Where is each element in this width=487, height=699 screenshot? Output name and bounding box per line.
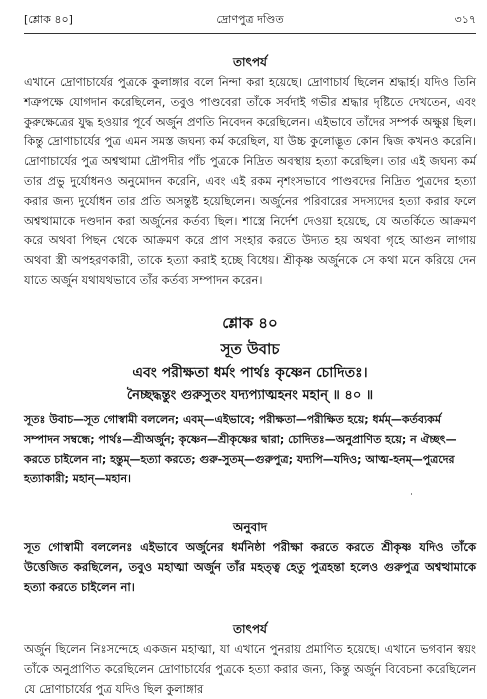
running-header: [24, 10, 476, 30]
purport-text: এখানে দ্রোণাচার্যের পুত্রকে কুলাঙ্গার বলে নিন্দা করা হয়েছে। দ্রোণাচার্য ছিলেন শ্রদ্ধার্হ। যদিও তিনি শত্রুপক্ষে যোগদান করেছিলেন, তবুও পাণ্ডবেরা তাঁকে সর্বদাই গভীর শ্রদ্ধার দৃষ্টিতে দেখতেন, এবং কুরুক্ষেত্রের যুদ্ধ হওয়ার পূর্বে অর্জুন প্রণতি নিবেদন করেছিলেন। এইভাবে তাঁদের সম্পর্ক অক্ষুণ্ণ ছিল। কিন্তু দ্রোণাচার্যের পুত্র এমন সমস্ত জঘন্য কর্ম করেছিল, যা উচ্চ কুলোদ্ভূত কোন দ্বিজ কখনও করেনি। দ্রোণাচার্যের পুত্র অশ্বত্থামা দ্রৌপদীর পাঁচ পুত্রকে নিদ্রিত অবস্থায় হত্যা করেছিল। তার এই জঘন্য কর্ম তার প্রভু দুর্যোধনও অনুমোদন করেনি, এবং এই রকম নৃশংসভাবে পাণ্ডবদের নিদ্রিত পুত্রদের হত্যা করার জন্য দুর্যোধন তার প্রতি অসন্তুষ্ট হয়েছিলেন। অর্জুনের পরিবারের সদস্যদের হত্যা করার ফলে অশ্বত্থামাকে দণ্ডদান করা অর্জুনের কর্তব্য ছিল। শাস্ত্রে নির্দেশ দেওয়া হয়েছে, যে অতর্কিতে আক্রমণ করে অথবা পিছন থেকে আক্রমণ করে প্রাণ সংহার করতে উদ্যত হয় অথবা গৃহে আগুন লাগায় অথবা স্ত্রী অপহরণকারী, তাকে হত্যা করাই হচ্ছে বিধেয়। শ্রীকৃষ্ণ অর্জুনকে সে কথা মনে করিয়ে দেন যাতে অর্জুন যথাযথভাবে তাঁর কর্তব্য সম্পাদন করেন।: [24, 75, 476, 287]
purport-text-2: অর্জুন ছিলেন নিঃসন্দেহে একজন মহাত্মা, যা এখানে পুনরায় প্রমাণিত হয়েছে। এখানে ভগবান স্বয়ং তাঁকে অনুপ্রাণিত করেছিলেন দ্রোণাচার্যের পুত্রকে হত্যা করার জন্য, কিন্তু অর্জুন বিবেচনা করেছিলেন যে দ্রোণাচার্যের পুত্র যদিও ছিল কুলাঙ্গার: [24, 642, 476, 696]
header-page-number: ৩১৭: [454, 13, 476, 26]
stray-mark: ˙: [409, 493, 414, 504]
header-rule: [24, 33, 476, 34]
purport-heading-2: তাৎপর্য: [233, 622, 267, 636]
purport-heading: তাৎপর্য: [233, 55, 267, 69]
verse-line-2: নৈচ্ছদ্ধন্তুং গুরুসুতং যদ্যপ্যাত্মহনং মহান্ ॥ ৪০ ॥: [126, 388, 374, 403]
verse-number-title: শ্লোক ৪০: [222, 314, 278, 332]
word-synonyms: সূতঃ উবাচ—সূত গোস্বামী বললেন; এবম্—এইভাবে; পরীক্ষতা—পরীক্ষিত হয়ে; ধর্মম্—কর্তব্যকর্ম সম্পাদন সম্বন্ধে; পার্থঃ—শ্রীঅর্জুন; কৃষ্ণেন—শ্রীকৃষ্ণের দ্বারা; চোদিতঃ—অনুপ্রাণিত হয়ে; ন ঐচ্ছৎ—করতে চাইলেন না; হন্তুম্—হত্যা করতে; গুরু-সুতম্—গুরুপুত্র; যদ্যপি—যদিও; আত্ম-হনম্—পুত্রদের হত্যাকারী; মহান্—মহান।: [24, 413, 457, 486]
translation-text: সূত গোস্বামী বললেনঃ এইভাবে অর্জুনের ধর্মনিষ্ঠা পরীক্ষা করতে করতে শ্রীকৃষ্ণ যদিও তাঁকে উত্তেজিত করছিলেন, তবুও মহাত্মা অর্জুন তাঁর মহত্ত্ব হেতু পুত্রহন্তা হলেও গুরুপুত্র অশ্বত্থামাকে হত্যা করতে চাইলেন না।: [24, 540, 476, 594]
verse-speaker: সূত উবাচ: [220, 340, 280, 358]
header-verse-ref: [শ্লোক ৪০]: [24, 13, 73, 26]
translation-heading: অনুবাদ: [232, 520, 268, 534]
verse-line-1: এবং পরীক্ষতা ধর্মং পার্থঃ কৃষ্ণেন চোদিতঃ।: [132, 365, 368, 381]
header-chapter-title: দ্রোণপুত্র দণ্ডিত: [216, 13, 284, 26]
book-page: [24, 0, 476, 697]
